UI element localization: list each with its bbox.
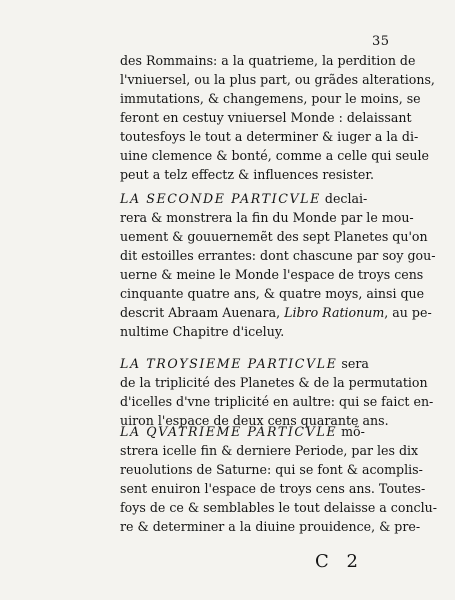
particle-heading: LA SECONDE PARTICVLE bbox=[120, 191, 321, 206]
paragraph-first-line bbox=[120, 190, 392, 208]
page-number: 35 bbox=[372, 34, 390, 49]
text-line: de la triplicité des Planetes & de la permutation bbox=[120, 375, 428, 390]
text-line: reuolutions de Saturne: qui se font & acomplis- bbox=[120, 462, 423, 477]
text-run: sera bbox=[337, 356, 369, 371]
text-line: re & determiner a la diuine prouidence, & pre- bbox=[120, 519, 421, 534]
text-run: declai- bbox=[320, 191, 368, 206]
text-line: immutations, & changemens, pour le moins, se bbox=[120, 91, 421, 106]
text-line: uerne & meine le Monde l'espace de troys cens bbox=[120, 267, 424, 282]
text-line: strera icelle fin & derniere Periode, par les dix bbox=[120, 443, 419, 458]
text-line: foys de ce & semblables le tout delaisse a conclu- bbox=[120, 500, 437, 515]
text-run: mõ- bbox=[337, 424, 365, 439]
text-line: feront en cestuy vniuersel Monde : delaissant bbox=[120, 110, 412, 125]
paragraph-first-line bbox=[120, 423, 392, 441]
text-line: rera & monstrera la fin du Monde par le mou- bbox=[120, 210, 414, 225]
text-line-with-citation bbox=[120, 304, 432, 322]
text-line: toutesfoys le tout a determiner & iuger a la di- bbox=[120, 129, 419, 144]
text-line: uine clemence & bonté, comme a celle qui seule bbox=[120, 148, 429, 163]
text-line: cinquante quatre ans, & quatre moys, ainsi que bbox=[120, 286, 425, 301]
text-line: uiron l'espace de deux cens quarante ans. bbox=[120, 413, 389, 428]
text-line: dit estoilles errantes: dont chascune par soy gou- bbox=[120, 248, 436, 263]
text-line: nultime Chapitre d'iceluy. bbox=[120, 324, 285, 339]
text-run: , au pe- bbox=[384, 305, 432, 320]
text-run: descrit Abraam Auenara, bbox=[120, 305, 285, 320]
text-line: l'vniuersel, ou la plus part, ou grãdes alterations, bbox=[120, 72, 435, 87]
citation-title: Libro Rationum bbox=[284, 305, 385, 320]
text-line: des Rommains: a la quatrieme, la perdition de bbox=[120, 53, 416, 68]
particle-heading: LA TROYSIEME PARTICVLE bbox=[120, 356, 338, 371]
text-line: peut a telz effectz & influences resister. bbox=[120, 167, 374, 182]
text-line: sent enuiron l'espace de troys cens ans. Toutes- bbox=[120, 481, 426, 496]
particle-heading: LA QVATRIEME PARTICVLE bbox=[120, 424, 338, 439]
paragraph-first-line bbox=[120, 355, 392, 373]
text-line: uement & gouuernemẽt des sept Planetes qu'on bbox=[120, 229, 428, 244]
signature-mark: C 2 bbox=[315, 551, 364, 572]
text-line: d'icelles d'vne triplicité en aultre: qui se faict en- bbox=[120, 394, 434, 409]
